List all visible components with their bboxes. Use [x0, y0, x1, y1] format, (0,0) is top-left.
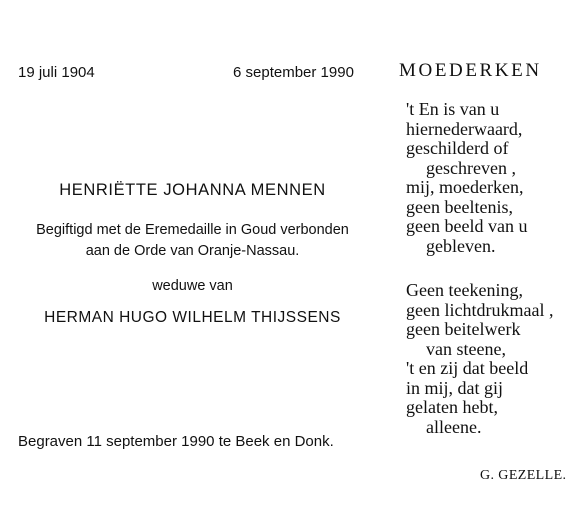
poem-line: geen beeld van u [406, 216, 528, 236]
poem-line: mij, moederken, [406, 177, 524, 197]
poem-stanza-2 [406, 281, 553, 437]
relation-text: weduwe van [152, 278, 233, 294]
poem-line: van steene, [426, 338, 506, 359]
poem-line: geen beitelwerk [406, 319, 521, 339]
poem-line: alleene. [426, 416, 482, 437]
deceased-name: HENRIËTTE JOHANNA MENNEN [59, 181, 326, 199]
poem-line: in mij, dat gij [406, 377, 503, 398]
card-right-panel [385, 0, 585, 511]
poem-line: gebleven. [426, 235, 496, 256]
poem-author: G. GEZELLE. [480, 468, 567, 483]
burial-text: Begraven 11 september 1990 te Beek en Donk. [18, 433, 334, 450]
poem-line: 't En is van u [406, 99, 500, 119]
poem-title: MOEDERKEN [399, 60, 542, 81]
poem-line: geschilderd of [406, 138, 509, 158]
birth-date: 19 juli 1904 [18, 64, 95, 81]
poem-line: geschreven , [426, 157, 516, 178]
poem-line: 't en zij dat beeld [406, 358, 529, 378]
award-line-1: Begiftigd met de Eremedaille in Goud verbonden [36, 222, 349, 238]
poem-line: hiernederwaard, [406, 118, 523, 139]
poem-stanza-1 [406, 100, 527, 256]
poem-line: gelaten hebt, [406, 397, 498, 417]
poem-line: geen lichtdrukmaal , [406, 299, 554, 320]
award-line-2: aan de Orde van Oranje-Nassau. [85, 243, 300, 259]
death-date: 6 september 1990 [233, 64, 354, 81]
poem-line: geen beeltenis, [406, 196, 513, 217]
husband-name: HERMAN HUGO WILHELM THIJSSENS [44, 309, 341, 326]
poem-line: Geen teekening, [406, 280, 523, 300]
